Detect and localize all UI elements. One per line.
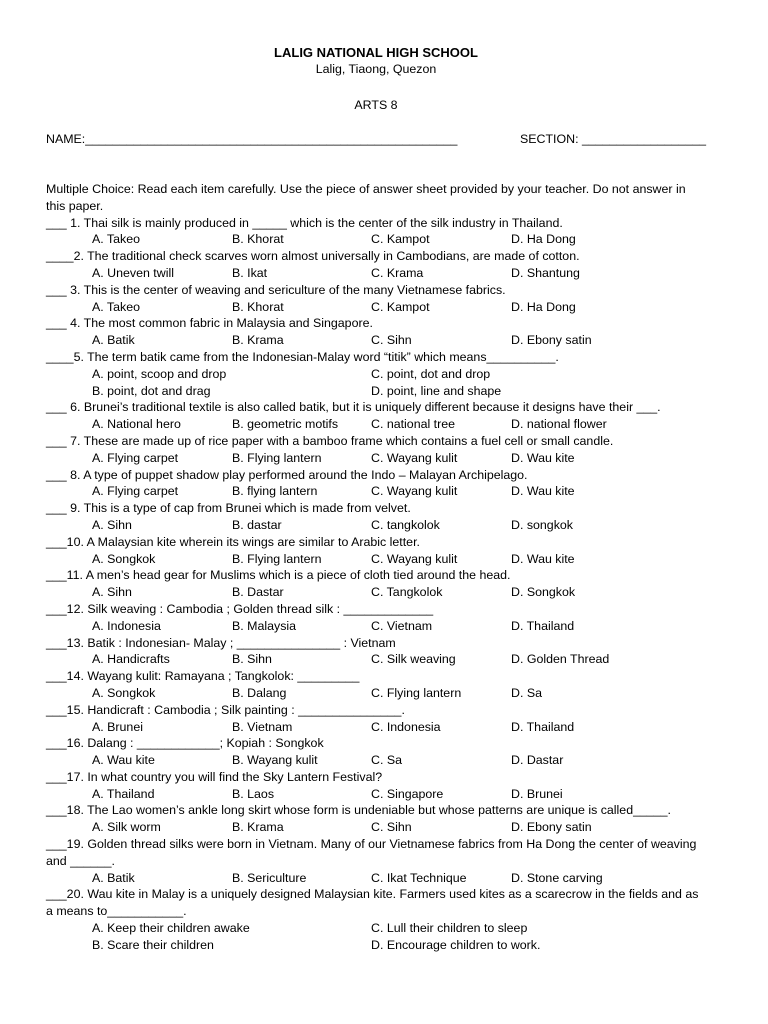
name-field: NAME:______________________________________________________ bbox=[46, 132, 458, 146]
answer-option: B. point, dot and drag bbox=[92, 383, 211, 398]
options-row bbox=[46, 416, 706, 433]
answer-option: C. Wayang kulit bbox=[371, 551, 458, 566]
answer-option: B. Khorat bbox=[232, 232, 284, 247]
answer-option: B. Krama bbox=[232, 333, 284, 348]
question-stem: ___17. In what country you will find the Sky Lantern Festival? bbox=[46, 769, 383, 784]
answer-option: D. Brunei bbox=[511, 786, 563, 801]
test-paper bbox=[46, 44, 706, 954]
answer-option: D. Encourage children to work. bbox=[371, 937, 541, 952]
answer-option: B. geometric motifs bbox=[232, 417, 339, 432]
question-item bbox=[46, 668, 706, 702]
question-item bbox=[46, 601, 706, 635]
answer-option: D. point, line and shape bbox=[371, 383, 502, 398]
answer-option: B. Dastar bbox=[232, 585, 284, 600]
question-item bbox=[46, 282, 706, 316]
answer-option: D. Wau kite bbox=[511, 484, 575, 499]
answer-option: A. Sihn bbox=[92, 517, 132, 532]
options-row bbox=[46, 819, 706, 836]
answer-option: B. Dalang bbox=[232, 685, 287, 700]
answer-option: B. dastar bbox=[232, 517, 282, 532]
answer-option: D. Thailand bbox=[511, 618, 575, 633]
answer-option: C. Flying lantern bbox=[371, 685, 462, 700]
answer-option: C. Kampot bbox=[371, 232, 430, 247]
options-row bbox=[46, 450, 706, 467]
options-row bbox=[46, 383, 706, 400]
school-address: Lalig, Tiaong, Quezon bbox=[315, 62, 437, 76]
answer-option: A. Batik bbox=[92, 333, 135, 348]
answer-option: C. Kampot bbox=[371, 299, 430, 314]
question-stem: ___10. A Malaysian kite wherein its wings are similar to Arabic letter. bbox=[46, 534, 420, 549]
answer-option: B. flying lantern bbox=[232, 484, 318, 499]
question-stem: ___13. Batik : Indonesian- Malay ; _______________ : Vietnam bbox=[46, 635, 396, 650]
answer-option: C. Krama bbox=[371, 265, 424, 280]
options-row bbox=[46, 870, 706, 887]
answer-option: B. Krama bbox=[232, 820, 284, 835]
answer-option: C. Singapore bbox=[371, 786, 444, 801]
answer-option: B. Laos bbox=[232, 786, 275, 801]
question-item bbox=[46, 802, 706, 836]
answer-option: B. Malaysia bbox=[232, 618, 297, 633]
answer-option: C. Wayang kulit bbox=[371, 484, 458, 499]
answer-option: A. point, scoop and drop bbox=[92, 366, 227, 381]
question-stem: ___ 7. These are made up of rice paper with a bamboo frame which contains a fuel cell or small candle. bbox=[46, 433, 614, 448]
answer-option: D. Sa bbox=[511, 685, 542, 700]
answer-option: D. Wau kite bbox=[511, 450, 575, 465]
answer-option: B. Wayang kulit bbox=[232, 753, 318, 768]
answer-option: D. Shantung bbox=[511, 265, 580, 280]
options-row bbox=[46, 752, 706, 769]
options-row bbox=[46, 517, 706, 534]
options-row bbox=[46, 920, 706, 937]
options-row bbox=[46, 651, 706, 668]
question-item bbox=[46, 248, 706, 282]
answer-option: D. Dastar bbox=[511, 753, 564, 768]
question-item bbox=[46, 769, 706, 803]
question-stem: ____2. The traditional check scarves worn almost universally in Cambodians, are made of cotton. bbox=[46, 249, 580, 264]
answer-option: C. Sihn bbox=[371, 820, 412, 835]
name-section-row bbox=[46, 131, 706, 148]
answer-option: D. Thailand bbox=[511, 719, 575, 734]
answer-option: A. Thailand bbox=[92, 786, 155, 801]
answer-option: B. Sericulture bbox=[232, 870, 307, 885]
answer-option: A. Flying carpet bbox=[92, 484, 179, 499]
answer-option: C. Ikat Technique bbox=[371, 870, 467, 885]
answer-option: A. Silk worm bbox=[92, 820, 161, 835]
question-item bbox=[46, 534, 706, 568]
answer-option: B. Khorat bbox=[232, 299, 284, 314]
answer-option: A. Songkok bbox=[92, 685, 156, 700]
answer-option: A. Handicrafts bbox=[92, 652, 170, 667]
answer-option: D. Golden Thread bbox=[511, 652, 610, 667]
answer-option: D. songkok bbox=[511, 517, 573, 532]
question-item bbox=[46, 635, 706, 669]
answer-option: A. Uneven twill bbox=[92, 265, 174, 280]
answer-option: D. Ebony satin bbox=[511, 820, 592, 835]
answer-option: D. Wau kite bbox=[511, 551, 575, 566]
options-row bbox=[46, 551, 706, 568]
section-field: SECTION: __________________ bbox=[520, 132, 706, 146]
options-row bbox=[46, 618, 706, 635]
answer-option: B. Scare their children bbox=[92, 937, 214, 952]
question-item bbox=[46, 567, 706, 601]
question-item bbox=[46, 315, 706, 349]
answer-option: A. Keep their children awake bbox=[92, 921, 250, 936]
question-stem: ___ 6. Brunei’s traditional textile is also called batik, but it is uniquely different because it designs have their ___. bbox=[46, 400, 661, 415]
options-row bbox=[46, 786, 706, 803]
question-item bbox=[46, 886, 706, 953]
answer-option: C. Vietnam bbox=[371, 618, 433, 633]
question-stem: ___14. Wayang kulit: Ramayana ; Tangkolok: _________ bbox=[46, 669, 360, 684]
options-row bbox=[46, 299, 706, 316]
question-stem: ___18. The Lao women’s ankle long skirt whose form is undeniable but whose patterns are unique is called_____. bbox=[46, 803, 671, 818]
options-row bbox=[46, 231, 706, 248]
answer-option: B. Flying lantern bbox=[232, 450, 322, 465]
answer-option: D. Ha Dong bbox=[511, 232, 576, 247]
answer-option: C. Sihn bbox=[371, 333, 412, 348]
answer-option: A. Indonesia bbox=[92, 618, 161, 633]
question-stem: ____5. The term batik came from the Indonesian-Malay word “titik” which means__________. bbox=[46, 349, 559, 364]
answer-option: D. Stone carving bbox=[511, 870, 603, 885]
answer-option: B. Ikat bbox=[232, 265, 268, 280]
options-row bbox=[46, 685, 706, 702]
answer-option: C. tangkolok bbox=[371, 517, 440, 532]
instructions: Multiple Choice: Read each item carefully. Use the piece of answer sheet provided by your teacher. Do not answer in this paper. bbox=[46, 182, 686, 213]
answer-option: B. Vietnam bbox=[232, 719, 293, 734]
answer-option: A. Brunei bbox=[92, 719, 143, 734]
options-row bbox=[46, 584, 706, 601]
question-item bbox=[46, 500, 706, 534]
question-item bbox=[46, 349, 706, 399]
question-stem: ___ 9. This is a type of cap from Brunei which is made from velvet. bbox=[46, 501, 411, 516]
options-row bbox=[46, 937, 706, 954]
answer-option: C. Tangkolok bbox=[371, 585, 443, 600]
answer-option: A. National hero bbox=[92, 417, 181, 432]
question-item bbox=[46, 836, 706, 886]
answer-option: C. Wayang kulit bbox=[371, 450, 458, 465]
question-item bbox=[46, 433, 706, 467]
answer-option: A. Songkok bbox=[92, 551, 156, 566]
answer-option: C. point, dot and drop bbox=[371, 366, 491, 381]
question-item bbox=[46, 702, 706, 736]
options-row bbox=[46, 719, 706, 736]
options-row bbox=[46, 265, 706, 282]
answer-option: A. Batik bbox=[92, 870, 135, 885]
question-list bbox=[46, 215, 706, 954]
question-stem: ___ 4. The most common fabric in Malaysia and Singapore. bbox=[46, 316, 373, 331]
answer-option: D. Ebony satin bbox=[511, 333, 592, 348]
question-item bbox=[46, 467, 706, 501]
question-stem: ___12. Silk weaving : Cambodia ; Golden thread silk : _____________ bbox=[46, 601, 434, 616]
question-stem: ___ 8. A type of puppet shadow play performed around the Indo – Malayan Archipelago. bbox=[46, 467, 528, 482]
answer-option: C. Indonesia bbox=[371, 719, 441, 734]
question-stem: ___19. Golden thread silks were born in Vietnam. Many of our Vietnamese fabrics from Ha Dong the center of weaving and ______. bbox=[46, 837, 697, 868]
answer-option: C. Lull their children to sleep bbox=[371, 921, 528, 936]
question-stem: ___16. Dalang : ____________; Kopiah : Songkok bbox=[46, 736, 324, 751]
answer-option: C. Sa bbox=[371, 753, 402, 768]
answer-option: A. Sihn bbox=[92, 585, 132, 600]
answer-option: D. national flower bbox=[511, 417, 607, 432]
question-stem: ___ 1. Thai silk is mainly produced in _____ which is the center of the silk industry in Thailand. bbox=[46, 215, 563, 230]
answer-option: D. Songkok bbox=[511, 585, 576, 600]
answer-option: B. Flying lantern bbox=[232, 551, 322, 566]
question-stem: ___20. Wau kite in Malay is a uniquely designed Malaysian kite. Farmers used kites as a scarecrow in the fields and as a means to___________. bbox=[46, 887, 699, 919]
question-stem: ___15. Handicraft : Cambodia ; Silk painting : _______________. bbox=[46, 702, 405, 717]
options-row bbox=[46, 332, 706, 349]
question-stem: ___11. A men’s head gear for Muslims which is a piece of cloth tied around the head. bbox=[46, 568, 511, 583]
school-name: LALIG NATIONAL HIGH SCHOOL bbox=[274, 45, 478, 60]
answer-option: C. national tree bbox=[371, 417, 456, 432]
answer-option: A. Flying carpet bbox=[92, 450, 179, 465]
answer-option: A. Takeo bbox=[92, 299, 140, 314]
options-row bbox=[46, 366, 706, 383]
question-item bbox=[46, 735, 706, 769]
question-stem: ___ 3. This is the center of weaving and sericulture of the many Vietnamese fabrics. bbox=[46, 282, 506, 297]
subject-title: ARTS 8 bbox=[354, 98, 398, 112]
options-row bbox=[46, 483, 706, 500]
answer-option: B. Sihn bbox=[232, 652, 272, 667]
answer-option: C. Silk weaving bbox=[371, 652, 456, 667]
answer-option: A. Takeo bbox=[92, 232, 140, 247]
answer-option: A. Wau kite bbox=[92, 753, 155, 768]
question-item bbox=[46, 215, 706, 249]
answer-option: D. Ha Dong bbox=[511, 299, 576, 314]
question-item bbox=[46, 399, 706, 433]
